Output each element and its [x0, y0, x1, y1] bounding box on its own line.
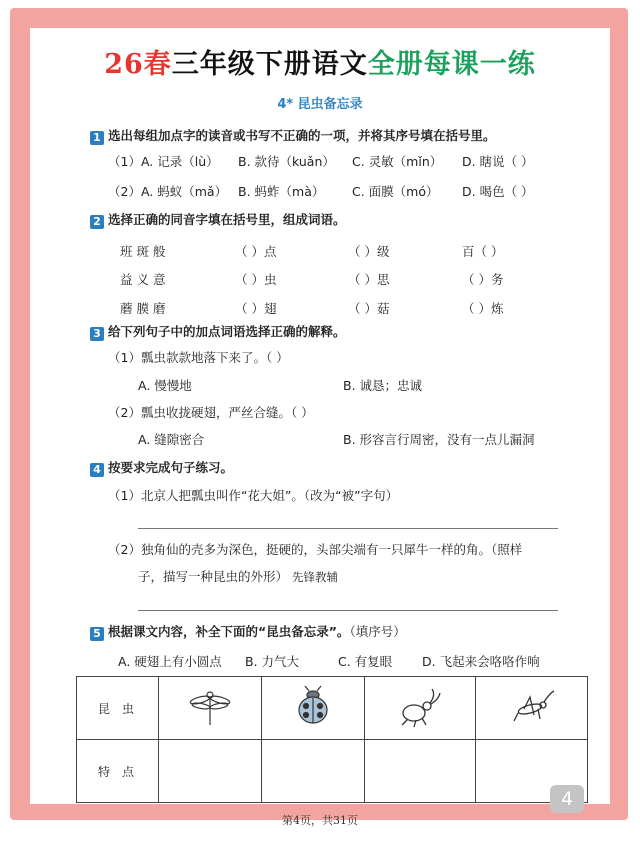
insect-memo-table	[76, 676, 588, 803]
q2-row2-item2: （ ）思	[348, 272, 390, 287]
worksheet-page	[30, 28, 610, 804]
insect-cell	[261, 677, 364, 740]
page-title: 26春三年级下册语文全册每课一练	[104, 49, 536, 80]
q1-row2-a: （2）A. 蚂蚁（mǎ）	[108, 184, 228, 199]
answer-cell[interactable]	[364, 740, 476, 803]
answer-cell[interactable]	[261, 740, 364, 803]
q1-row2-b: B. 蚂蚱（mà）	[238, 184, 325, 199]
q5-heading: 5 根据课文内容，补全下面的“昆虫备忘录”。（填序号）	[90, 622, 406, 641]
table-row	[77, 740, 588, 803]
insect-cell	[476, 677, 588, 740]
page-number-badge: 4	[550, 785, 584, 813]
answer-cell[interactable]	[159, 740, 262, 803]
q1-row2-d: D. 喝色（ ）	[462, 184, 534, 199]
lesson-title: 4* 昆虫备忘录	[277, 97, 363, 112]
q5-number: 5	[90, 627, 104, 641]
q1-row1-a: （1）A. 记录（lù）	[108, 154, 219, 169]
q1-row1-d: D. 瞎说（ ）	[462, 154, 534, 169]
q4-heading: 4 按要求完成句子练习。	[90, 458, 233, 477]
q1-row2-c: C. 面膜（mó）	[352, 184, 439, 199]
q2-row3-chars: 蘑 膜 磨	[120, 301, 166, 316]
q2-row2-chars: 益 义 意	[120, 272, 166, 287]
beetle-icon	[396, 685, 444, 729]
q5-option-a: A. 硬翅上有小圆点	[118, 654, 222, 669]
table-row	[77, 677, 588, 740]
q2-row3-item1: （ ）翅	[235, 301, 277, 316]
answer-line[interactable]	[138, 610, 558, 611]
q2-row1-item1: （ ）点	[235, 244, 277, 259]
q2-number: 2	[90, 215, 104, 229]
q5-option-c: C. 有复眼	[338, 654, 393, 669]
q3-sentence1: （1）瓢虫款款地落下来了。（ ）	[108, 350, 289, 365]
q2-row1-item2: （ ）级	[348, 244, 390, 259]
q3-s2-option-b: B. 形容言行周密，没有一点儿漏洞	[343, 432, 535, 447]
q3-s1-option-a: A. 慢慢地	[138, 378, 192, 393]
publisher-note: 先锋教辅	[292, 570, 338, 584]
q3-heading: 3 给下列句子中的加点词语选择正确的解释。	[90, 322, 346, 341]
q1-heading: 1 选出每组加点字的读音或书写不正确的一项，并将其序号填在括号里。	[90, 126, 496, 145]
q5-hint: （填序号）	[349, 624, 406, 639]
dragonfly-icon	[188, 685, 232, 729]
q1-row1-b: B. 款待（kuǎn）	[238, 154, 335, 169]
answer-line[interactable]	[138, 528, 558, 529]
q2-row2-item1: （ ）虫	[235, 272, 277, 287]
q1-number: 1	[90, 131, 104, 145]
q2-heading: 2 选择正确的同音字填在括号里，组成词语。	[90, 210, 346, 229]
q1-row1-c: C. 灵敏（mǐn）	[352, 154, 443, 169]
q3-sentence2: （2）瓢虫收拢硬翅，严丝合缝。（ ）	[108, 405, 314, 420]
q2-row1-item3: 百（ ）	[462, 244, 504, 259]
row-label-insect: 昆虫	[77, 677, 159, 740]
q3-s2-option-a: A. 缝隙密合	[138, 432, 205, 447]
q2-row3-item3: （ ）炼	[462, 301, 504, 316]
grasshopper-icon	[508, 685, 556, 729]
q3-s1-option-b: B. 诚恳；忠诚	[343, 378, 423, 393]
q3-number: 3	[90, 327, 104, 341]
ladybug-icon	[291, 685, 335, 729]
q2-row2-item3: （ ）务	[462, 272, 504, 287]
q4-sentence2-cont: 子，描写一种昆虫的外形） 先锋教辅	[138, 569, 338, 584]
row-label-feature: 特点	[77, 740, 159, 803]
q2-row1-chars: 班 斑 般	[120, 244, 166, 259]
page-footer: 第4页，共31页	[282, 814, 358, 827]
q4-sentence2: （2）独角仙的壳多为深色，挺硬的，头部尖端有一只犀牛一样的角。（照样	[108, 542, 523, 557]
q5-option-b: B. 力气大	[245, 654, 300, 669]
q4-sentence1: （1）北京人把瓢虫叫作“花大姐”。（改为“被”字句）	[108, 488, 399, 503]
q5-option-d: D. 飞起来会咯咯作响	[422, 654, 540, 669]
insect-cell	[159, 677, 262, 740]
q4-number: 4	[90, 463, 104, 477]
insect-cell	[364, 677, 476, 740]
q2-row3-item2: （ ）菇	[348, 301, 390, 316]
